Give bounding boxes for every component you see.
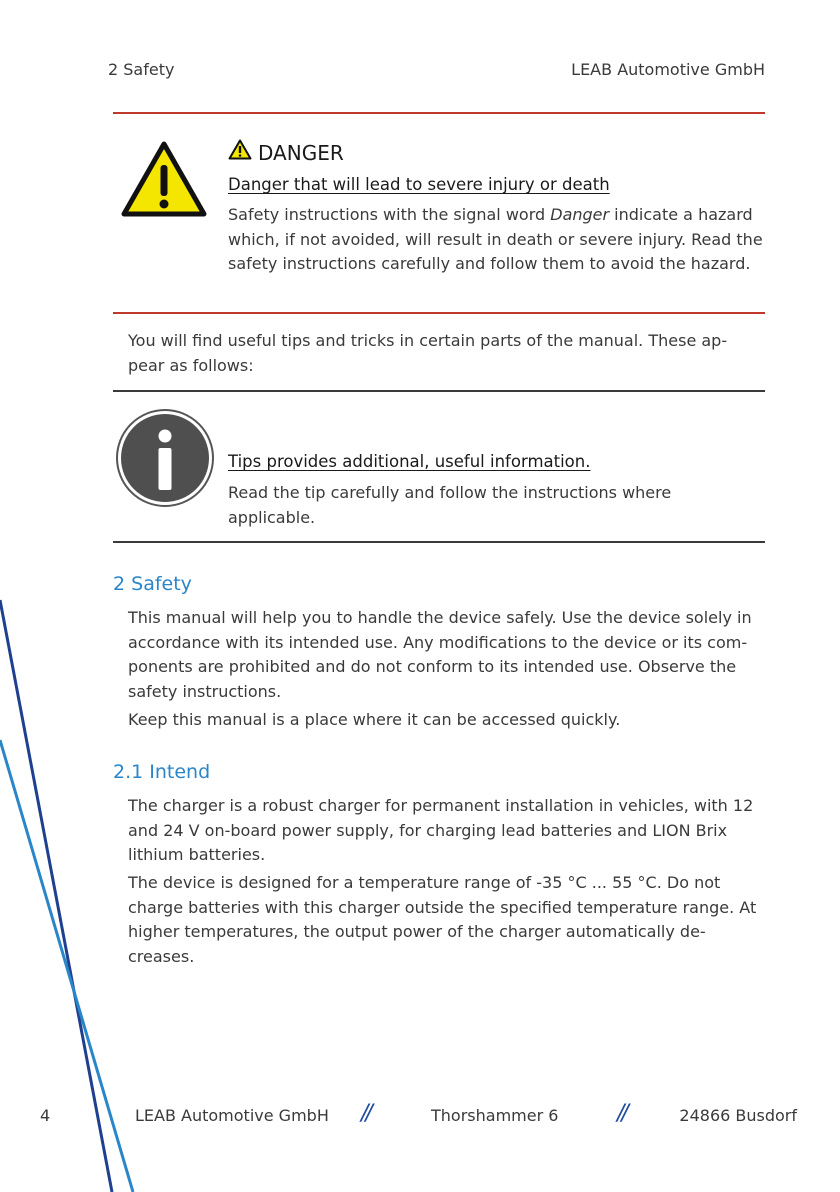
section-heading-safety: 2 Safety xyxy=(113,573,192,595)
footer-separator: // xyxy=(361,1101,370,1126)
tip-top-rule xyxy=(113,390,765,392)
danger-text xyxy=(228,203,763,277)
danger-signal-word: Danger xyxy=(550,205,610,224)
header-section: 2 Safety xyxy=(108,60,175,79)
danger-label: DANGER xyxy=(258,141,344,165)
footer-city: 24866 Busdorf xyxy=(679,1106,797,1125)
page-number: 4 xyxy=(40,1106,51,1125)
danger-text-part: Safety instructions with the signal word xyxy=(228,205,551,224)
tip-bottom-rule xyxy=(113,541,765,543)
footer-street: Thorshammer 6 xyxy=(431,1106,559,1125)
info-icon xyxy=(115,408,215,508)
intro-paragraph: You will find useful tips and tricks in certain parts of the manual. These ap-pear as follows: xyxy=(128,331,728,375)
safety-paragraph-2: Keep this manual is a place where it can be accessed quickly. xyxy=(128,710,621,729)
tip-subtitle: Tips provides additional, useful information. xyxy=(228,452,591,471)
tip-text: Read the tip carefully and follow the instructions where applicable. xyxy=(228,483,672,527)
danger-text-part: indicate a hazard which, if not avoided, will result in death or severe injury. Read the safety instructions carefully and follow them to avoid the hazard. xyxy=(228,205,763,273)
danger-bottom-rule xyxy=(113,312,765,314)
footer-company: LEAB Automotive GmbH xyxy=(135,1106,329,1125)
warning-triangle-icon xyxy=(121,141,207,217)
decor-line-dark xyxy=(0,600,112,1192)
intend-paragraph-1: The charger is a robust charger for permanent installation in vehicles, with 12 and 24 V on-board power supply, for charging lead batteries and LION Brix lithium batteries. xyxy=(128,796,754,864)
header-company: LEAB Automotive GmbH xyxy=(571,60,765,79)
danger-label-icon xyxy=(228,139,252,160)
decor-line-light xyxy=(0,740,133,1192)
footer-separator: // xyxy=(617,1101,626,1126)
danger-subtitle: Danger that will lead to severe injury or death xyxy=(228,175,610,194)
safety-paragraph-1: This manual will help you to handle the device safely. Use the device solely in accordance with its intended use. Any modifications to the device or its com-ponents are prohibited and do not conform to its intended use. Observe the safety instructions. xyxy=(128,608,752,701)
section-heading-intend: 2.1 Intend xyxy=(113,761,211,783)
danger-top-rule xyxy=(113,112,765,114)
intend-paragraph-2: The device is designed for a temperature range of -35 °C ... 55 °C. Do not charge batteries with this charger outside the specified temperature range. At higher temperatures, the output power of the charger automatically de-creases. xyxy=(128,873,757,966)
